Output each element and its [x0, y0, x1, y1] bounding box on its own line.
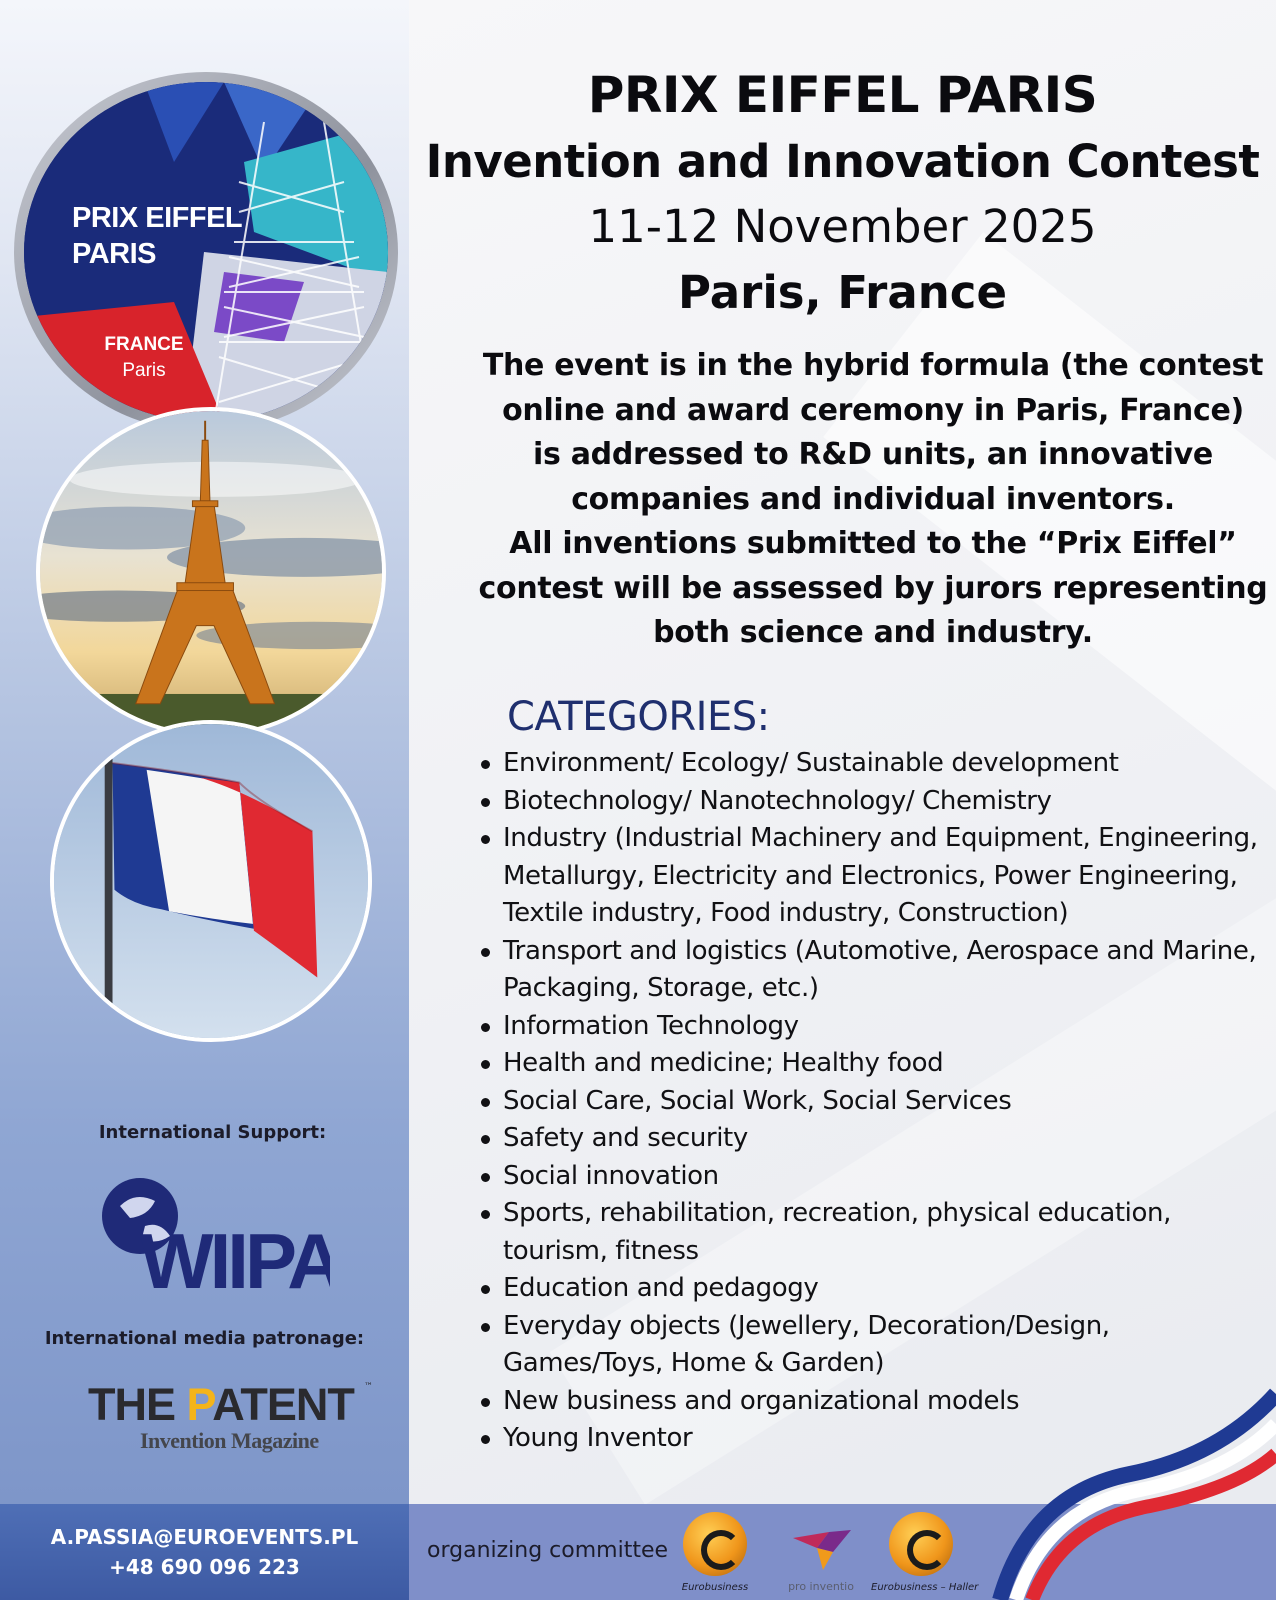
categories-heading: CATEGORIES:: [507, 694, 770, 740]
patent-wordmark: THE PATENT: [88, 1379, 354, 1430]
eurobusiness-logo: Eurobusiness: [665, 1512, 765, 1593]
eurobusiness-haller-logo: Eurobusiness – Haller: [871, 1512, 971, 1593]
organizers-label: organizing committee: [427, 1538, 669, 1563]
wiipa-logo: [100, 1176, 330, 1294]
support-label: International Support:: [98, 1122, 327, 1143]
page-title: PRIX EIFFEL PARIS: [587, 66, 1098, 124]
list-item: Industry (Industrial Machinery and Equipment, Engineering, Metallurgy, Electricity and Electronics, Power Engineering, Textile industry, Food industry, Construction): [478, 820, 1276, 933]
contact-email[interactable]: A.PASSIA@EUROEVENTS.PL: [50, 1525, 359, 1549]
list-item: Education and pedagogy: [478, 1270, 1276, 1308]
event-description: The event is in the hybrid formula (the contest online and award ceremony in Paris, France) is addressed to R&D units, an innovative companies and individual inventors. All inventions submitted to the “Prix Eiffel” contest will be assessed by jurors representing both science and industry.: [478, 348, 1268, 650]
tricolor-ribbon: [990, 1384, 1276, 1600]
list-item: Safety and security: [478, 1120, 1276, 1158]
list-item: Transport and logistics (Automotive, Aerospace and Marine, Packaging, Storage, etc.): [478, 933, 1276, 1008]
contact-footer: [0, 1504, 409, 1600]
logo-title: PRIX EIFFEL PARIS: [72, 202, 243, 270]
logo-location: FRANCE Paris: [104, 334, 184, 381]
list-item: Health and medicine; Healthy food: [478, 1045, 1276, 1083]
patent-tagline: Invention Magazine: [140, 1428, 319, 1453]
list-item: Everyday objects (Jewellery, Decoration/Design, Games/Toys, Home & Garden): [478, 1308, 1276, 1383]
svg-text:WIIPA: WIIPA: [140, 1217, 330, 1294]
page-subtitle: Invention and Innovation Contest: [425, 135, 1260, 188]
prix-eiffel-logo: [14, 72, 398, 432]
contact-phone[interactable]: +48 690 096 223: [109, 1555, 300, 1579]
list-item: Social innovation: [478, 1158, 1276, 1196]
list-item: Information Technology: [478, 1008, 1276, 1046]
the-patent-logo: THE PATENT ™ Invention Magazine: [88, 1379, 373, 1453]
categories-list: [478, 745, 1276, 1458]
pro-inventio-logo: pro inventio: [771, 1512, 871, 1593]
event-dates: 11-12 November 2025: [588, 200, 1097, 253]
list-item: Biotechnology/ Nanotechnology/ Chemistry: [478, 783, 1276, 821]
list-item: Environment/ Ecology/ Sustainable development: [478, 745, 1276, 783]
event-location: Paris, France: [678, 266, 1007, 319]
french-flag-photo: [50, 720, 372, 1042]
list-item: New business and organizational models: [478, 1383, 1276, 1421]
eiffel-tower-photo: [36, 407, 386, 737]
list-item: Social Care, Social Work, Social Services: [478, 1083, 1276, 1121]
list-item: Young Inventor: [478, 1420, 1276, 1458]
media-label: International media patronage:: [44, 1328, 365, 1349]
list-item: Sports, rehabilitation, recreation, physical education, tourism, fitness: [478, 1195, 1276, 1270]
